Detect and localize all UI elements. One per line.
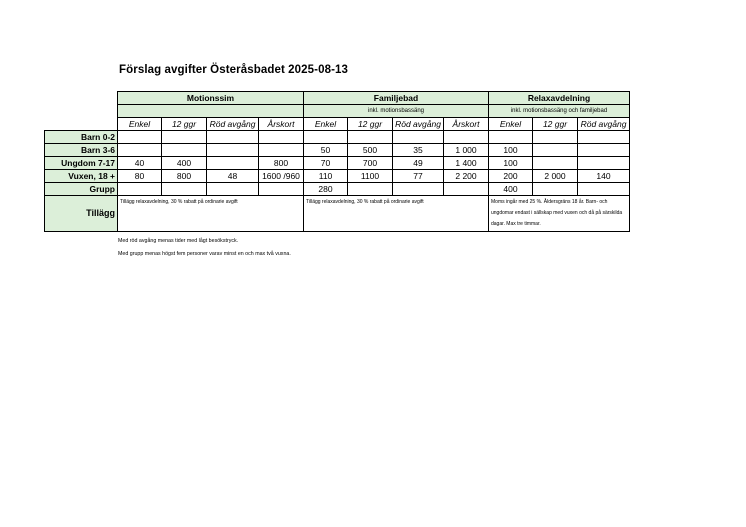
table-cell xyxy=(489,131,533,144)
group-relaxavdelning: Relaxavdelning xyxy=(489,92,630,105)
table-cell xyxy=(393,183,444,196)
table-cell: 100 xyxy=(489,144,533,157)
column-header: 12 ggr xyxy=(162,118,207,131)
corner-cell xyxy=(45,105,118,118)
column-header: Enkel xyxy=(304,118,348,131)
table-cell: 2 200 xyxy=(444,170,489,183)
table-cell xyxy=(259,183,304,196)
column-header: Årskort xyxy=(259,118,304,131)
table-cell: 100 xyxy=(489,157,533,170)
table-cell: 400 xyxy=(489,183,533,196)
row-label: Grupp xyxy=(45,183,118,196)
table-cell: 77 xyxy=(393,170,444,183)
table-cell xyxy=(444,131,489,144)
table-cell xyxy=(207,183,259,196)
table-cell: 700 xyxy=(348,157,393,170)
table-cell xyxy=(259,144,304,157)
column-header: Röd avgång xyxy=(207,118,259,131)
table-cell xyxy=(162,183,207,196)
corner-cell xyxy=(45,92,118,105)
group-header-row xyxy=(45,92,630,105)
table-cell xyxy=(578,183,630,196)
table-cell: 35 xyxy=(393,144,444,157)
table-cell: 500 xyxy=(348,144,393,157)
group-motionssim: Motionssim xyxy=(118,92,304,105)
table-cell xyxy=(533,157,578,170)
table-cell: 2 000 xyxy=(533,170,578,183)
table-cell: 1 000 xyxy=(444,144,489,157)
table-row xyxy=(45,183,630,196)
row-label: Ungdom 7-17 xyxy=(45,157,118,170)
table-cell xyxy=(578,131,630,144)
tillagg-note-relaxavdelning: Moms ingår med 25 %. Åldersgräns 18 år. Barn- och ungdomar endast i sällskap med vuxen och då på särskilda dagar. Max tre timmar. xyxy=(489,196,630,232)
column-header: Enkel xyxy=(118,118,162,131)
table-cell xyxy=(578,144,630,157)
row-label: Barn 0-2 xyxy=(45,131,118,144)
table-cell: 140 xyxy=(578,170,630,183)
table-cell: 800 xyxy=(259,157,304,170)
table-cell xyxy=(348,183,393,196)
table-cell: 1600 /960 xyxy=(259,170,304,183)
column-header: Enkel xyxy=(489,118,533,131)
column-header: Årskort xyxy=(444,118,489,131)
table-cell xyxy=(304,131,348,144)
column-header: Röd avgång xyxy=(393,118,444,131)
table-cell xyxy=(162,131,207,144)
subheader-motionssim xyxy=(118,105,304,118)
group-familjebad: Familjebad xyxy=(304,92,489,105)
tillagg-note-familjebad: Tillägg relaxavdelning, 30 % rabatt på ordinarie avgift xyxy=(304,196,489,232)
price-table xyxy=(44,91,630,232)
table-cell xyxy=(533,144,578,157)
page-title: Förslag avgifter Österåsbadet 2025-08-13 xyxy=(119,64,348,76)
table-cell xyxy=(118,183,162,196)
table-cell: 280 xyxy=(304,183,348,196)
table-row xyxy=(45,144,630,157)
subheader-row xyxy=(45,105,630,118)
table-row xyxy=(45,131,630,144)
row-label: Vuxen, 18 + xyxy=(45,170,118,183)
table-cell xyxy=(259,131,304,144)
table-cell: 48 xyxy=(207,170,259,183)
table-cell xyxy=(444,183,489,196)
footnote-rod-avgang: Med röd avgång menas tider med lågt besökstryck. xyxy=(118,238,239,244)
table-cell: 49 xyxy=(393,157,444,170)
column-header: Röd avgång xyxy=(578,118,630,131)
table-cell: 200 xyxy=(489,170,533,183)
tillagg-note-motionssim: Tillägg relaxavdelning, 30 % rabatt på ordinarie avgift xyxy=(118,196,304,232)
subheader-relaxavdelning: inkl. motionsbassäng och familjebad xyxy=(489,105,630,118)
table-cell xyxy=(118,131,162,144)
table-cell: 1100 xyxy=(348,170,393,183)
corner-cell xyxy=(45,118,118,131)
table-cell: 400 xyxy=(162,157,207,170)
column-header-row xyxy=(45,118,630,131)
table-cell xyxy=(118,144,162,157)
table-cell xyxy=(207,131,259,144)
table-cell: 40 xyxy=(118,157,162,170)
table-row xyxy=(45,157,630,170)
table-cell: 80 xyxy=(118,170,162,183)
table-cell xyxy=(578,157,630,170)
table-cell xyxy=(533,183,578,196)
table-cell xyxy=(393,131,444,144)
table-cell: 50 xyxy=(304,144,348,157)
row-label: Barn 3-6 xyxy=(45,144,118,157)
table-row xyxy=(45,170,630,183)
table-cell xyxy=(348,131,393,144)
table-cell xyxy=(162,144,207,157)
table-cell xyxy=(533,131,578,144)
tillagg-label: Tillägg xyxy=(45,196,118,232)
table-cell: 800 xyxy=(162,170,207,183)
column-header: 12 ggr xyxy=(348,118,393,131)
column-header: 12 ggr xyxy=(533,118,578,131)
table-cell xyxy=(207,144,259,157)
table-cell xyxy=(207,157,259,170)
subheader-familjebad: inkl. motionsbassäng xyxy=(304,105,489,118)
footnote-grupp: Med grupp menas högst fem personer varav minst en och max två vuxna. xyxy=(118,251,291,257)
table-cell: 70 xyxy=(304,157,348,170)
table-cell: 110 xyxy=(304,170,348,183)
table-cell: 1 400 xyxy=(444,157,489,170)
tillagg-row xyxy=(45,196,630,232)
